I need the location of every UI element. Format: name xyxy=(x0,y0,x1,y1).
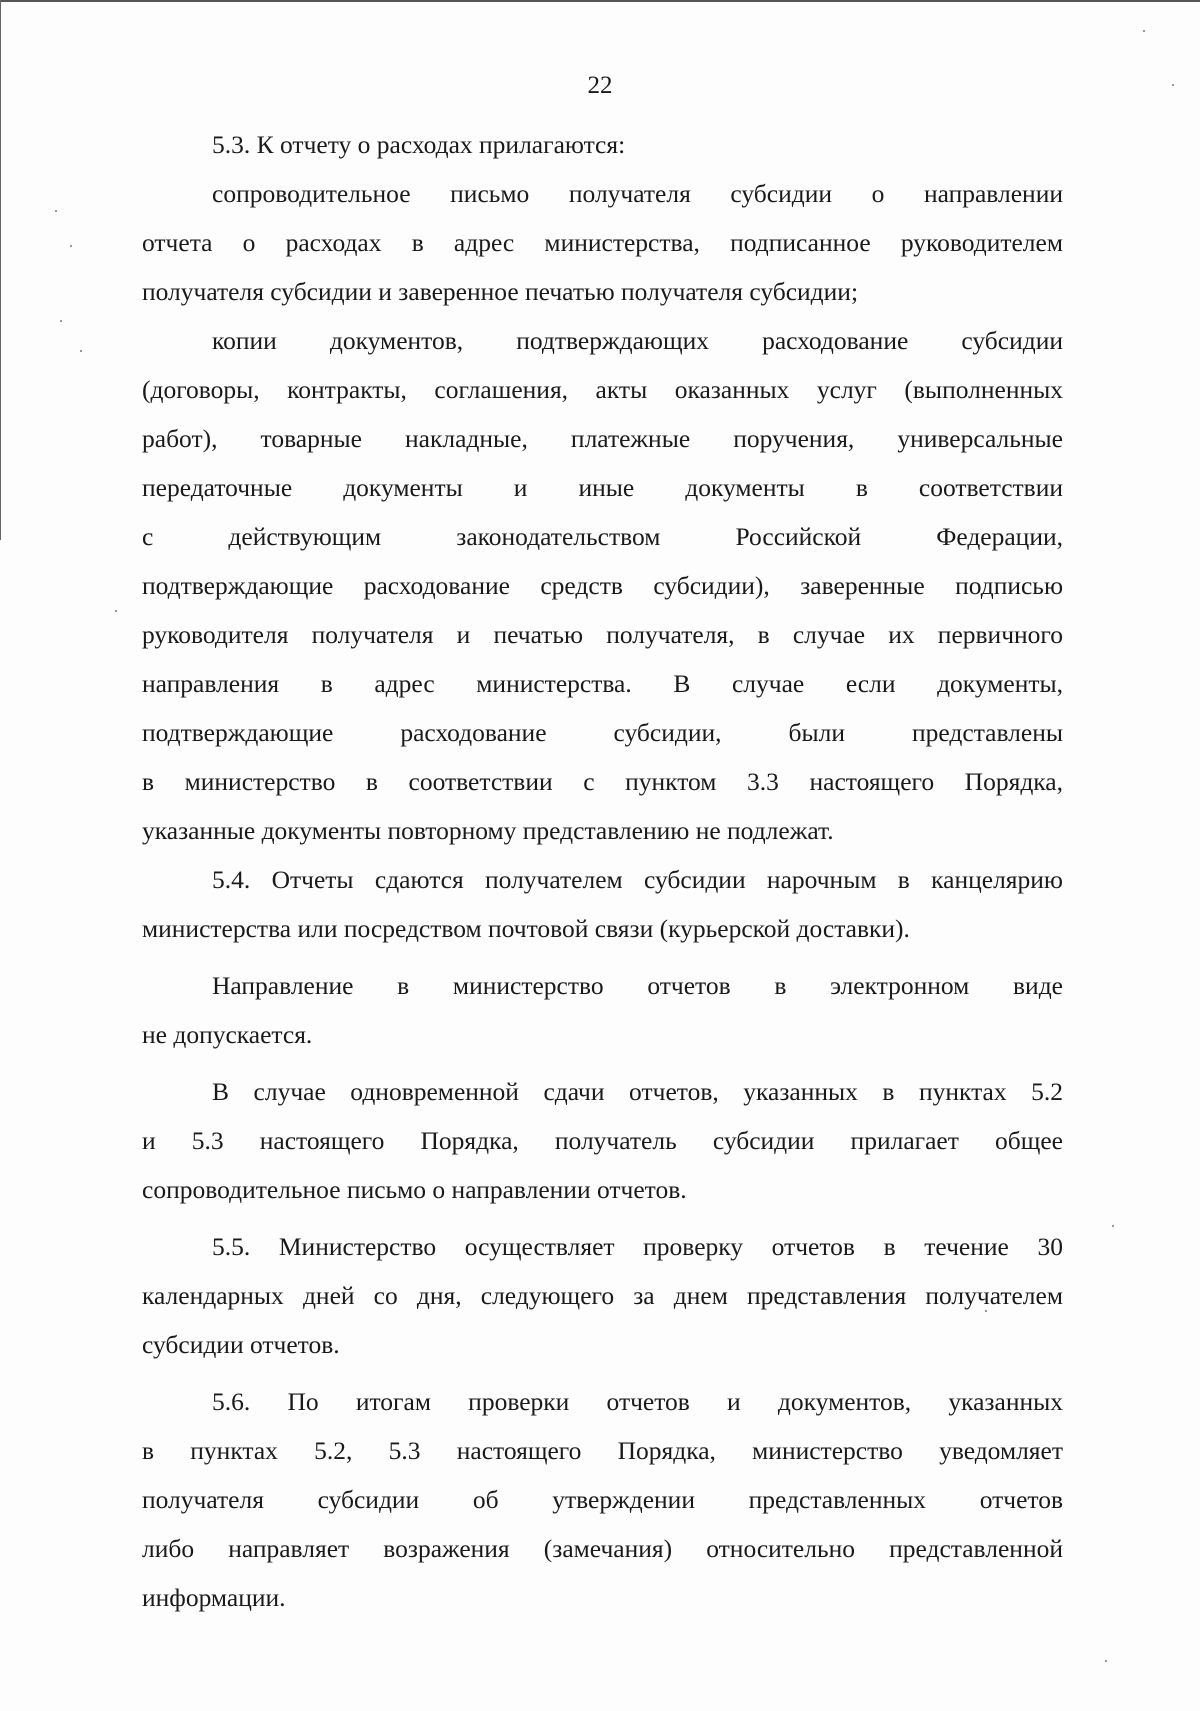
paragraph-gap xyxy=(142,1059,1063,1067)
text-line: работ), товарные накладные, платежные поручения, универсальные xyxy=(142,424,1063,453)
text-line: сопроводительное письмо получателя субсидии о направлении xyxy=(212,179,1063,208)
text-line: информации. xyxy=(142,1583,286,1612)
text-line: не допускается. xyxy=(142,1020,313,1049)
paragraph-gap xyxy=(142,1369,1063,1377)
text-line: получателя субсидии и заверенное печатью получателя субсидии; xyxy=(142,277,859,306)
scan-speck xyxy=(1105,1660,1107,1662)
text-line: в министерство в соответствии с пунктом 3.3 настоящего Порядка, xyxy=(142,767,1063,796)
text-line: 5.6. По итогам проверки отчетов и документов, указанных xyxy=(212,1387,1063,1416)
text-line: отчета о расходах в адрес министерства, подписанное руководителем xyxy=(142,228,1063,257)
text-line: либо направляет возражения (замечания) относительно представленной xyxy=(142,1534,1063,1563)
paragraph-5-4 xyxy=(142,855,1063,953)
text-line: в пунктах 5.2, 5.3 настоящего Порядка, министерство уведомляет xyxy=(142,1436,1063,1465)
scan-top-edge xyxy=(0,0,1200,2)
text-line: указанные документы повторному представлению не подлежат. xyxy=(142,816,834,845)
text-line: 5.3. К отчету о расходах прилагаются: xyxy=(212,130,626,159)
text-line: (договоры, контракты, соглашения, акты оказанных услуг (выполненных xyxy=(142,375,1063,404)
paragraph-5-6 xyxy=(142,1377,1063,1622)
page-number: 22 xyxy=(587,72,613,99)
text-line: направления в адрес министерства. В случае если документы, xyxy=(142,669,1063,698)
scan-speck xyxy=(1112,1225,1114,1227)
paragraph-5-5 xyxy=(142,1222,1063,1369)
scan-speck xyxy=(60,320,62,322)
document-body xyxy=(142,120,1063,1622)
paragraph-5-3-intro xyxy=(142,120,1063,169)
scan-speck xyxy=(70,245,72,247)
paragraph-gap xyxy=(142,953,1063,961)
text-line: передаточные документы и иные документы в соответствии xyxy=(142,473,1063,502)
text-line: с действующим законодательством Российской Федерации, xyxy=(142,522,1063,551)
scan-speck xyxy=(55,210,57,212)
text-line: получателя субсидии об утверждении представленных отчетов xyxy=(142,1485,1063,1514)
text-line: календарных дней со дня, следующего за днем представления получателем xyxy=(142,1281,1063,1310)
text-line: подтверждающие расходование средств субсидии), заверенные подписью xyxy=(142,571,1063,600)
text-line: подтверждающие расходование субсидии, были представлены xyxy=(142,718,1063,747)
text-line: В случае одновременной сдачи отчетов, указанных в пунктах 5.2 xyxy=(212,1077,1063,1106)
text-line: 5.5. Министерство осуществляет проверку отчетов в течение 30 xyxy=(212,1232,1063,1261)
text-line: руководителя получателя и печатью получателя, в случае их первичного xyxy=(142,620,1063,649)
paragraph-copies xyxy=(142,316,1063,855)
text-line: и 5.3 настоящего Порядка, получатель субсидии прилагает общее xyxy=(142,1126,1063,1155)
text-line: субсидии отчетов. xyxy=(142,1330,340,1359)
text-line: министерства или посредством почтовой связи (курьерской доставки). xyxy=(142,914,910,943)
scan-speck xyxy=(1143,30,1145,32)
text-line: копии документов, подтверждающих расходование субсидии xyxy=(212,326,1063,355)
paragraph-gap xyxy=(142,1214,1063,1222)
paragraph-electronic xyxy=(142,961,1063,1059)
text-line: Направление в министерство отчетов в электронном виде xyxy=(212,971,1063,1000)
text-line: 5.4. Отчеты сдаются получателем субсидии нарочным в канцелярию xyxy=(212,865,1063,894)
paragraph-simultaneous xyxy=(142,1067,1063,1214)
text-line: сопроводительное письмо о направлении отчетов. xyxy=(142,1175,687,1204)
scan-speck xyxy=(80,350,82,352)
scan-speck xyxy=(115,610,117,612)
paragraph-cover-letter xyxy=(142,169,1063,316)
